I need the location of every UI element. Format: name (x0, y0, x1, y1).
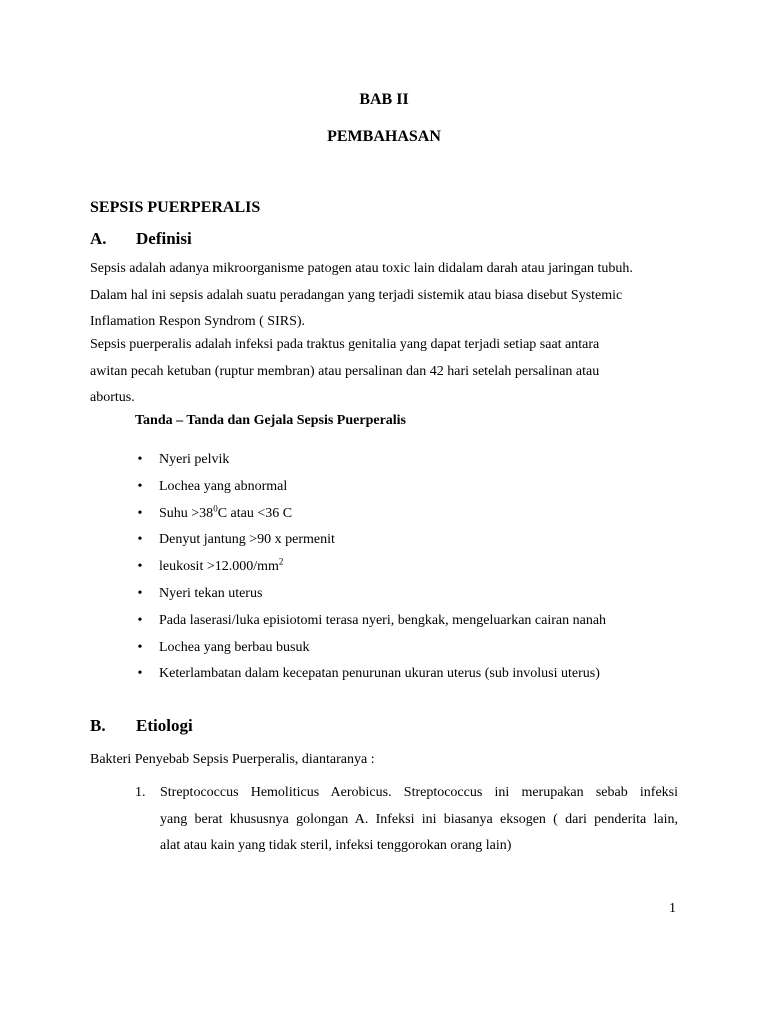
section-a-heading (90, 229, 192, 249)
paragraph-line: abortus. (90, 390, 135, 405)
bullet-icon: • (137, 532, 143, 548)
bullet-icon: • (137, 666, 143, 682)
paragraph-line: Dalam hal ini sepsis adalah suatu peradangan yang terjadi sistemik atau biasa disebut Systemic (90, 287, 623, 303)
bullet-icon: • (137, 559, 143, 575)
item-number: 1. (135, 785, 146, 800)
bullet-icon: • (137, 452, 143, 467)
list-item: • leukosit $>12.000/mm^2$ (135, 554, 606, 581)
paragraph-line: awitan pecah ketuban (ruptur membran) atau persalinan dan 42 hari setelah persalinan atau (90, 363, 600, 379)
chapter-title: PEMBAHASAN (327, 128, 441, 145)
list-item: • Suhu $>38^0C$ atau <36 C (135, 501, 606, 528)
item-line: alat atau kain yang tidak steril, infeksi tenggorokan orang lain) (160, 838, 512, 853)
section-b-number: B. (90, 716, 106, 735)
signs-list (135, 447, 606, 688)
list-item: • Keterlambatan dalam kecepatan penurunan ukuran uterus (sub involusi uterus) (135, 661, 606, 688)
paragraph-line: Sepsis puerperalis adalah infeksi pada traktus genitalia yang dapat terjadi setiap saat antara (90, 337, 600, 352)
definition-paragraph-1 (90, 256, 690, 336)
item-text (160, 780, 678, 860)
item-line: Streptococcus Hemoliticus Aerobicus. Streptococcus ini merupakan sebab infeksi (160, 785, 678, 800)
signs-subheading: Tanda – Tanda dan Gejala Sepsis Puerperalis (135, 413, 407, 428)
list-item: • Pada laserasi/luka episiotomi terasa nyeri, bengkak, mengeluarkan cairan nanah (135, 608, 606, 635)
topic-heading: SEPSIS PUERPERALIS (90, 199, 261, 216)
section-b-heading (90, 716, 193, 736)
item-line: yang berat khususnya golongan A. Infeksi ini biasanya eksogen ( dari penderita lain, (160, 811, 678, 827)
page-number: 1 (669, 901, 676, 916)
paragraph-line: Inflamation Respon Syndrom ( SIRS). (90, 314, 306, 329)
bullet-icon: • (137, 612, 143, 628)
bullet-icon: • (137, 505, 143, 521)
list-item: • Nyeri pelvik (135, 447, 606, 474)
list-item: • Nyeri tekan uterus (135, 581, 606, 608)
list-item: • Denyut jantung >90 x permenit (135, 527, 606, 554)
list-item: • Lochea yang berbau busuk (135, 635, 606, 662)
paragraph-line: Sepsis adalah adanya mikroorganisme patogen atau toxic lain didalam darah atau jaringan tubuh. (90, 261, 633, 276)
bullet-icon: • (137, 639, 143, 655)
etiology-intro: Bakteri Penyebab Sepsis Puerperalis, diantaranya : (90, 752, 375, 767)
section-a-number: A. (90, 229, 107, 248)
list-item: • Lochea yang abnormal (135, 474, 606, 501)
bullet-icon: • (137, 585, 143, 601)
definition-paragraph-2 (90, 332, 690, 412)
section-a-title: Definisi (136, 229, 192, 248)
chapter-heading: BAB II (359, 91, 409, 108)
section-b-title: Etiologi (136, 716, 193, 735)
bullet-icon: • (137, 478, 143, 494)
